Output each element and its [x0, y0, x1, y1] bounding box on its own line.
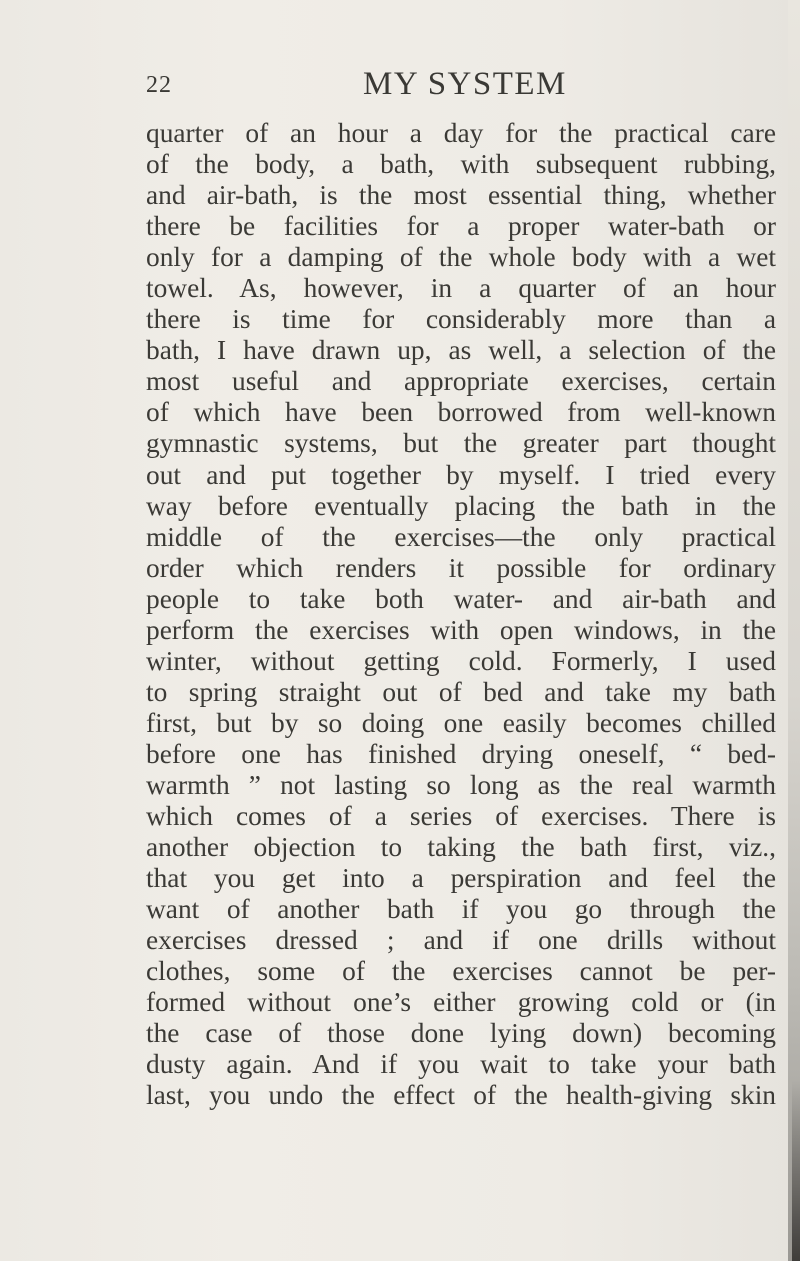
text-line: most useful and appropriate exercises, certain [146, 366, 776, 397]
text-line: first, but by so doing one easily becomes chilled [146, 707, 776, 738]
text-line: bath, I have drawn up, as well, a selection of the [146, 335, 776, 366]
page-edge-shadow [788, 0, 800, 1261]
text-line: before one has finished drying oneself, “ bed- [146, 738, 776, 769]
text-line: dusty again. And if you wait to take your bath [146, 1049, 776, 1080]
text-line: way before eventually placing the bath in the [146, 490, 776, 521]
text-line: there is time for considerably more than a [146, 304, 776, 335]
text-line: order which renders it possible for ordinary [146, 552, 776, 583]
running-title: MY SYSTEM [363, 66, 567, 102]
text-line: gymnastic systems, but the greater part thought [146, 428, 776, 459]
page-number: 22 [146, 72, 172, 98]
text-line: the case of those done lying down) becoming [146, 1018, 776, 1049]
text-line: last, you undo the effect of the health-giving skin [146, 1080, 776, 1111]
text-line: only for a damping of the whole body with a wet [146, 242, 776, 273]
text-line: perform the exercises with open windows, in the [146, 614, 776, 645]
text-line: clothes, some of the exercises cannot be per- [146, 956, 776, 987]
text-line: and air-bath, is the most essential thing, whether [146, 180, 776, 211]
text-line: formed without one’s either growing cold or (in [146, 987, 776, 1018]
text-line: which comes of a series of exercises. There is [146, 801, 776, 832]
text-line: there be facilities for a proper water-bath or [146, 211, 776, 242]
text-line: quarter of an hour a day for the practical care [146, 118, 776, 148]
text-line: out and put together by myself. I tried every [146, 459, 776, 490]
text-line: of which have been borrowed from well-known [146, 397, 776, 428]
text-line: to spring straight out of bed and take my bath [146, 676, 776, 707]
body-text [146, 118, 776, 1112]
text-line: people to take both water- and air-bath and [146, 583, 776, 614]
text-line: another objection to taking the bath first, viz., [146, 832, 776, 863]
text-line: middle of the exercises—the only practical [146, 521, 776, 552]
text-line: want of another bath if you go through the [146, 894, 776, 925]
text-line: warmth ” not lasting so long as the real warmth [146, 769, 776, 800]
text-line: winter, without getting cold. Formerly, I used [146, 645, 776, 676]
text-line: exercises dressed ; and if one drills without [146, 925, 776, 956]
text-line: that you get into a perspiration and feel the [146, 863, 776, 894]
text-line: of the body, a bath, with subsequent rubbing, [146, 149, 776, 180]
running-head [0, 66, 790, 110]
text-line: towel. As, however, in a quarter of an hour [146, 273, 776, 304]
page-edge-dark-shadow [792, 1080, 800, 1261]
